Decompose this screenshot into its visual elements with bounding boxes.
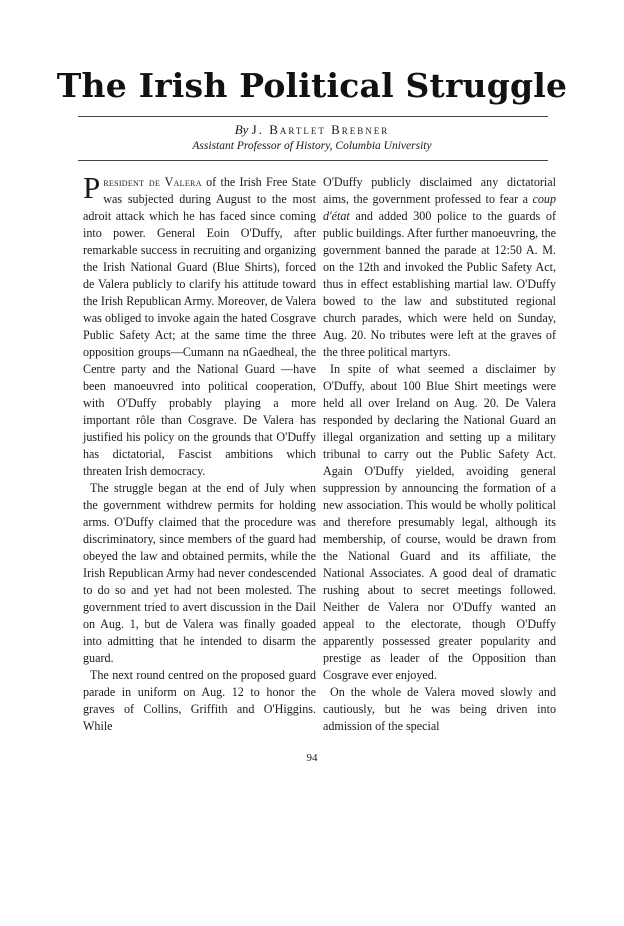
byline-rule bbox=[78, 160, 548, 161]
drop-cap: P bbox=[83, 170, 101, 205]
paragraph-4: In spite of what seemed a disclaimer by O'Duffy, about 100 Blue Shirt meetings were held all over Ireland on Aug. 20. De Valera responded by declaring the National Guard an illegal organization and setting up a military tribunal to carry out the Public Safety Act. Again O'Duffy yielded, avoiding general suppression by announcing the formation of a new association. This would be wholly political and therefore presumably legal, although its membership, of course, would be drawn from the National Guard and its affiliate, the National Associates. A good deal of dramatic rushing about to secret meetings followed. Neither de Valera nor O'Duffy wanted an appeal to the electorate, though O'Duffy apparently possessed greater popularity and prestige as leader of the Opposition than Cosgrave ever enjoyed. bbox=[323, 362, 556, 682]
paragraph-3-continued bbox=[323, 174, 556, 361]
text-column-right bbox=[323, 174, 556, 735]
article-title: The Irish Political Struggle bbox=[56, 66, 568, 105]
text-column-left bbox=[83, 170, 316, 735]
paragraph-3-text-b: and added 300 police to the guards of public buildings. After further manoeuvring, the government banned the parade at 12:50 A. M. on the 12th and invoked the Public Safety Act, thus in effect establishing martial law. O'Duffy bowed to the law and substituted regional church parades, which were held on Sunday, Aug. 20. No tributes were left at the graves of the three political martyrs. bbox=[323, 209, 556, 359]
byline bbox=[0, 122, 624, 154]
lead-in: resident de Valera bbox=[103, 175, 202, 189]
paragraph-1-text: of the Irish Free State was subjected during August to the most adroit attack which he has faced since coming into power. General Eoin O'Duffy, after remarkable success in recruiting and organizing the Irish National Guard (Blue Shirts), forced de Valera publicly to clarify his attitude toward the Irish Republican Army. Moreover, de Valera was obliged to invoke again the hated Cosgrave Public Safety Act; at the same time the three opposition groups—Cumann na nGaedheal, the Centre party and the National Guard —have been manoeuvred into political cooperation, with O'Duffy probably playing a more important rôle than Cosgrave. De Valera has justified his policy on the grounds that O'Duffy has dictatorial, Fascist ambitions which threaten Irish democracy. bbox=[83, 175, 316, 478]
paragraph-3-text-a: O'Duffy publicly disclaimed any dictatorial aims, the government professed to fear a bbox=[323, 175, 556, 206]
author-name: J. Bartlet Brebner bbox=[251, 122, 390, 137]
byline-by: By bbox=[234, 122, 249, 137]
paragraph-3-italic: coup d'état bbox=[323, 192, 556, 223]
paragraph-2: The struggle began at the end of July when the government withdrew permits for holding arms. O'Duffy claimed that the procedure was discriminatory, since members of the guard had obeyed the law and obtained permits, while the Irish Republican Army had never condescended to do so and yet had not been molested. The government tried to avert discussion in the Dail on Aug. 1, but de Valera was finally goaded into admitting that he intended to disarm the guard. bbox=[83, 481, 316, 665]
paragraph-1 bbox=[83, 170, 316, 480]
title-rule bbox=[78, 116, 548, 117]
page-number: 94 bbox=[306, 752, 318, 764]
paragraph-3: The next round centred on the proposed guard parade in uniform on Aug. 12 to honor the graves of Collins, Griffith and O'Higgins. While bbox=[83, 668, 316, 733]
paragraph-5: On the whole de Valera moved slowly and cautiously, but he was being driven into admission of the special bbox=[323, 685, 556, 733]
author-affiliation: Assistant Professor of History, Columbia University bbox=[192, 140, 432, 152]
